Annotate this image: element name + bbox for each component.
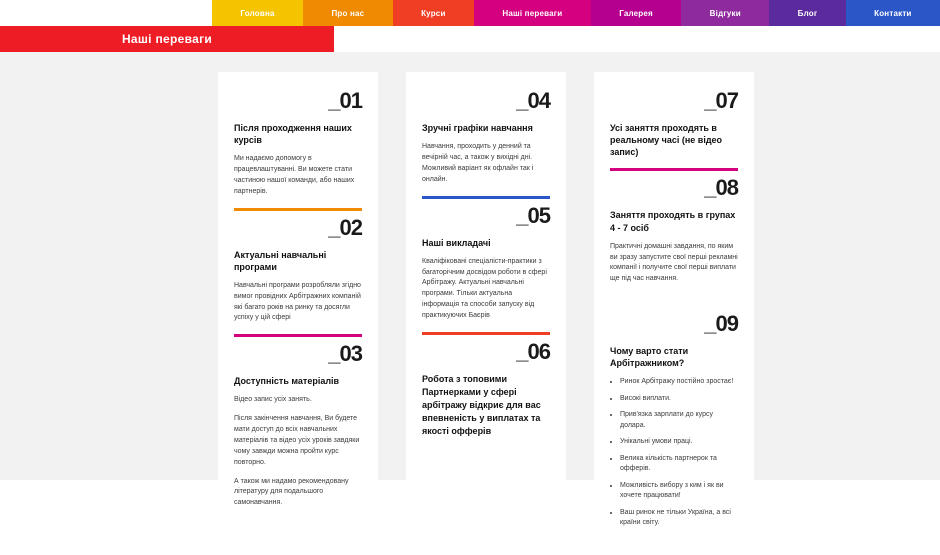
block-title: Заняття проходять в групах 4 - 7 осіб: [610, 210, 736, 233]
page-title: Наші переваги: [121, 32, 213, 46]
nav-item-label: Головна: [240, 8, 275, 18]
block-title: Чому варто стати Арбітражником?: [610, 346, 689, 369]
block-number: _06: [516, 338, 550, 364]
nav-item-reviews[interactable]: [681, 0, 769, 26]
block-number: _03: [328, 341, 362, 367]
block-number: _09: [704, 311, 738, 337]
nav-item-about[interactable]: [303, 0, 393, 26]
block-text: Практичні домашні завдання, по яким ви зразу запустите свої перші рекламні компанії і получите свої перші виплати ще під час навчання.: [610, 242, 738, 283]
block-text: Навчальні програми розробляли згідно вимог провідних Арбітражних компаній які багато років на ринку та досягли успіху у цій сфері: [234, 281, 361, 322]
advantages-column-2: [406, 72, 566, 555]
list-item: • Унікальні умови праці.: [620, 437, 738, 448]
nav-item-label: Курси: [421, 8, 446, 18]
list-item: • Високі виплати.: [620, 394, 738, 405]
block-statement: Робота з топовими Партнерками у сфері арбітражу відкриє для вас впевненість у виплатах та якості офферів: [422, 373, 541, 436]
block-title: Після проходження наших курсів: [234, 123, 352, 146]
nav-item-advantages[interactable]: [474, 0, 591, 26]
list-item: • Ринок Арбітражу постійно зростає!: [620, 377, 738, 388]
nav-item-label: Блог: [797, 8, 818, 18]
nav-item-label: Наші переваги: [502, 8, 563, 18]
nav-item-label: Відгуки: [709, 8, 741, 18]
block-number: _05: [516, 202, 550, 228]
block-text: А також ми надамо рекомендовану літературу для подальшого самонавчання.: [234, 477, 349, 507]
block-number: _02: [328, 214, 362, 240]
divider-rule-magenta: [234, 334, 362, 337]
block-text: Навчання, проходить у денний та вечірній час, а також у вихідні дні. Можливий варіант як офлайн так і онлайн.: [422, 143, 534, 183]
block-title: Усі заняття проходять в реальному часі (не відео запис): [610, 123, 723, 158]
block-number: _04: [516, 88, 550, 113]
advantages-column-3: [594, 72, 754, 555]
page-body: [0, 52, 940, 527]
top-navigation[interactable]: [212, 0, 940, 26]
block-text: Після закінчення навчання, Ви будете мати доступ до всіх навчальних матеріалів та відео усіх уроків завдяки чому завжди можна пройти курс повторно.: [234, 415, 360, 466]
nav-item-label: Про нас: [331, 8, 365, 18]
block-text: Відео запис усіх занять.: [234, 396, 312, 404]
advantages-column-1: [218, 72, 378, 555]
nav-item-label: Галерея: [619, 8, 653, 18]
benefits-list: [610, 377, 738, 529]
block-title: Доступність матеріалів: [234, 376, 340, 387]
list-item: • Ваш ринок не тільки Україна, а всі країни світу.: [620, 508, 738, 529]
list-item: • Можливість вибору з ким і як ви хочете працювати!: [620, 481, 738, 502]
divider-rule-orange: [234, 208, 362, 211]
list-item: • Велика кількість партнерок та офферів.: [620, 454, 738, 475]
divider-rule-blue: [422, 196, 550, 199]
nav-item-contacts[interactable]: [846, 0, 940, 26]
block-title: Зручні графіки навчання: [422, 123, 533, 133]
spacer: [610, 293, 738, 307]
block-number: _07: [704, 88, 738, 113]
block-text: Ми надаємо допомогу в працевлаштуванні. Ви можете стати частиною нашої команди, або наших партнерів.: [234, 155, 355, 195]
nav-item-label: Контакти: [874, 8, 912, 18]
nav-item-blog[interactable]: [769, 0, 846, 26]
divider-rule-magenta: [610, 168, 738, 171]
block-number: _01: [328, 88, 362, 113]
block-text: Кваліфіковані спеціалісти-практики з багаторічним досвідом роботи в сфері Арбітражу. Актуальні навчальні програми. Тільки актуальна інформація та способи запуску від практикуючих Баєрів: [422, 257, 547, 319]
list-item: • Прив'язка зарплати до курсу долара.: [620, 410, 738, 431]
divider-rule-red: [422, 332, 550, 335]
nav-item-gallery[interactable]: [591, 0, 681, 26]
block-title: Актуальні навчальні програми: [234, 249, 327, 272]
nav-item-home[interactable]: [212, 0, 303, 26]
block-number: _08: [704, 175, 738, 201]
advantages-columns: [0, 72, 940, 555]
block-title: Наші викладачі: [422, 237, 491, 248]
page-title-bar: [0, 26, 334, 52]
nav-item-courses[interactable]: [393, 0, 474, 26]
